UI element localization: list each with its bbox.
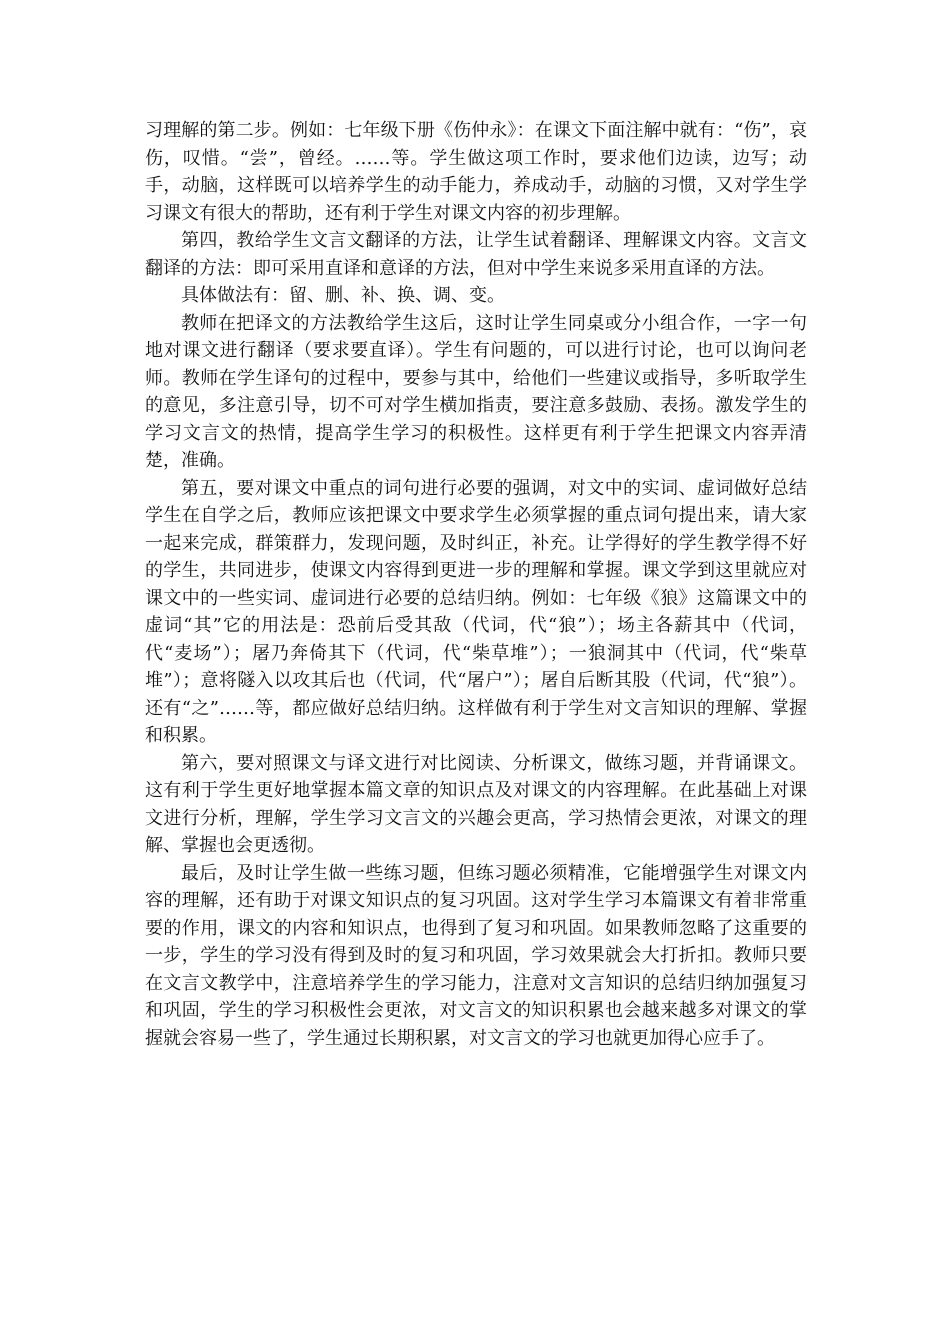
- paragraph-step-six: 第六，要对照课文与译文进行对比阅读、分析课文，做练习题，并背诵课文。这有利于学生更好地掌握本篇文章的知识点及对课文的内容理解。在此基础上对课文进行分析，理解，学生学习文言文的兴趣会更高，学习热情会更浓，对课文的理解、掌握也会更透彻。: [145, 752, 807, 856]
- document-body: [145, 117, 807, 1052]
- paragraph-teacher-guidance: 教师在把译文的方法教给学生这后，这时让学生同桌或分小组合作，一字一句地对课文进行翻译（要求要直译）。学生有问题的，可以进行讨论，也可以询问老师。教师在学生译句的过程中，要参与其中，给他们一些建议或指导，多听取学生的意见，多注意引导，切不可对学生横加指责，要注意多鼓励、表扬。激发学生的学习文言文的热情，提高学生学习的积极性。这样更有利于学生把课文内容弄清楚，准确。: [145, 312, 807, 471]
- paragraph-finally: 最后，及时让学生做一些练习题，但练习题必须精准，它能增强学生对课文内容的理解，还有助于对课文知识点的复习巩固。这对学生学习本篇课文有着非常重要的作用，课文的内容和知识点，也得到了复习和巩固。如果教师忽略了这重要的一步，学生的学习没有得到及时的复习和巩固，学习效果就会大打折扣。教师只要在文言文教学中，注意培养学生的学习能力，注意对文言知识的总结归纳加强复习和巩固，学生的学习积极性会更浓，对文言文的知识积累也会越来越多对课文的掌握就会容易一些了，学生通过长期积累，对文言文的学习也就更加得心应手了。: [145, 862, 807, 1049]
- paragraph-continued: 习理解的第二步。例如：七年级下册《伤仲永》：在课文下面注解中就有：“伤”，哀伤，叹惜。“尝”，曾经。……等。学生做这项工作时，要求他们边读，边写；动手，动脑，这样既可以培养学生的动手能力，养成动手，动脑的习惯，又对学生学习课文有很大的帮助，还有利于学生对课文内容的初步理解。: [145, 120, 807, 224]
- paragraph-methods: 具体做法有：留、删、补、换、调、变。: [181, 285, 505, 306]
- paragraph-step-four: 第四，教给学生文言文翻译的方法，让学生试着翻译、理解课文内容。文言文翻译的方法：即可采用直译和意译的方法，但对中学生来说多采用直译的方法。: [145, 230, 807, 279]
- paragraph-step-five: 第五，要对课文中重点的词句进行必要的强调，对文中的实词、虚词做好总结学生在自学之后，教师应该把课文中要求学生必须掌握的重点词句提出来，请大家一起来完成，群策群力，发现问题，及时纠正，补充。让学得好的学生教学得不好的学生，共同进步，使课文内容得到更进一步的理解和掌握。课文学到这里就应对课文中的一些实词、虚词进行必要的总结归纳。例如：七年级《狼》这篇课文中的虚词“其”它的用法是：恐前后受其敌（代词，代“狼”）；场主各薪其中（代词，代“麦场”）；屠乃奔倚其下（代词，代“柴草堆”）；一狼洞其中（代词，代“柴草堆”）；意将隧入以攻其后也（代词，代“屠户”）；屠自后断其股（代词，代“狼”）。还有“之”……等，都应做好总结归纳。这样做有利于学生对文言知识的理解、掌握和积累。: [145, 477, 807, 746]
